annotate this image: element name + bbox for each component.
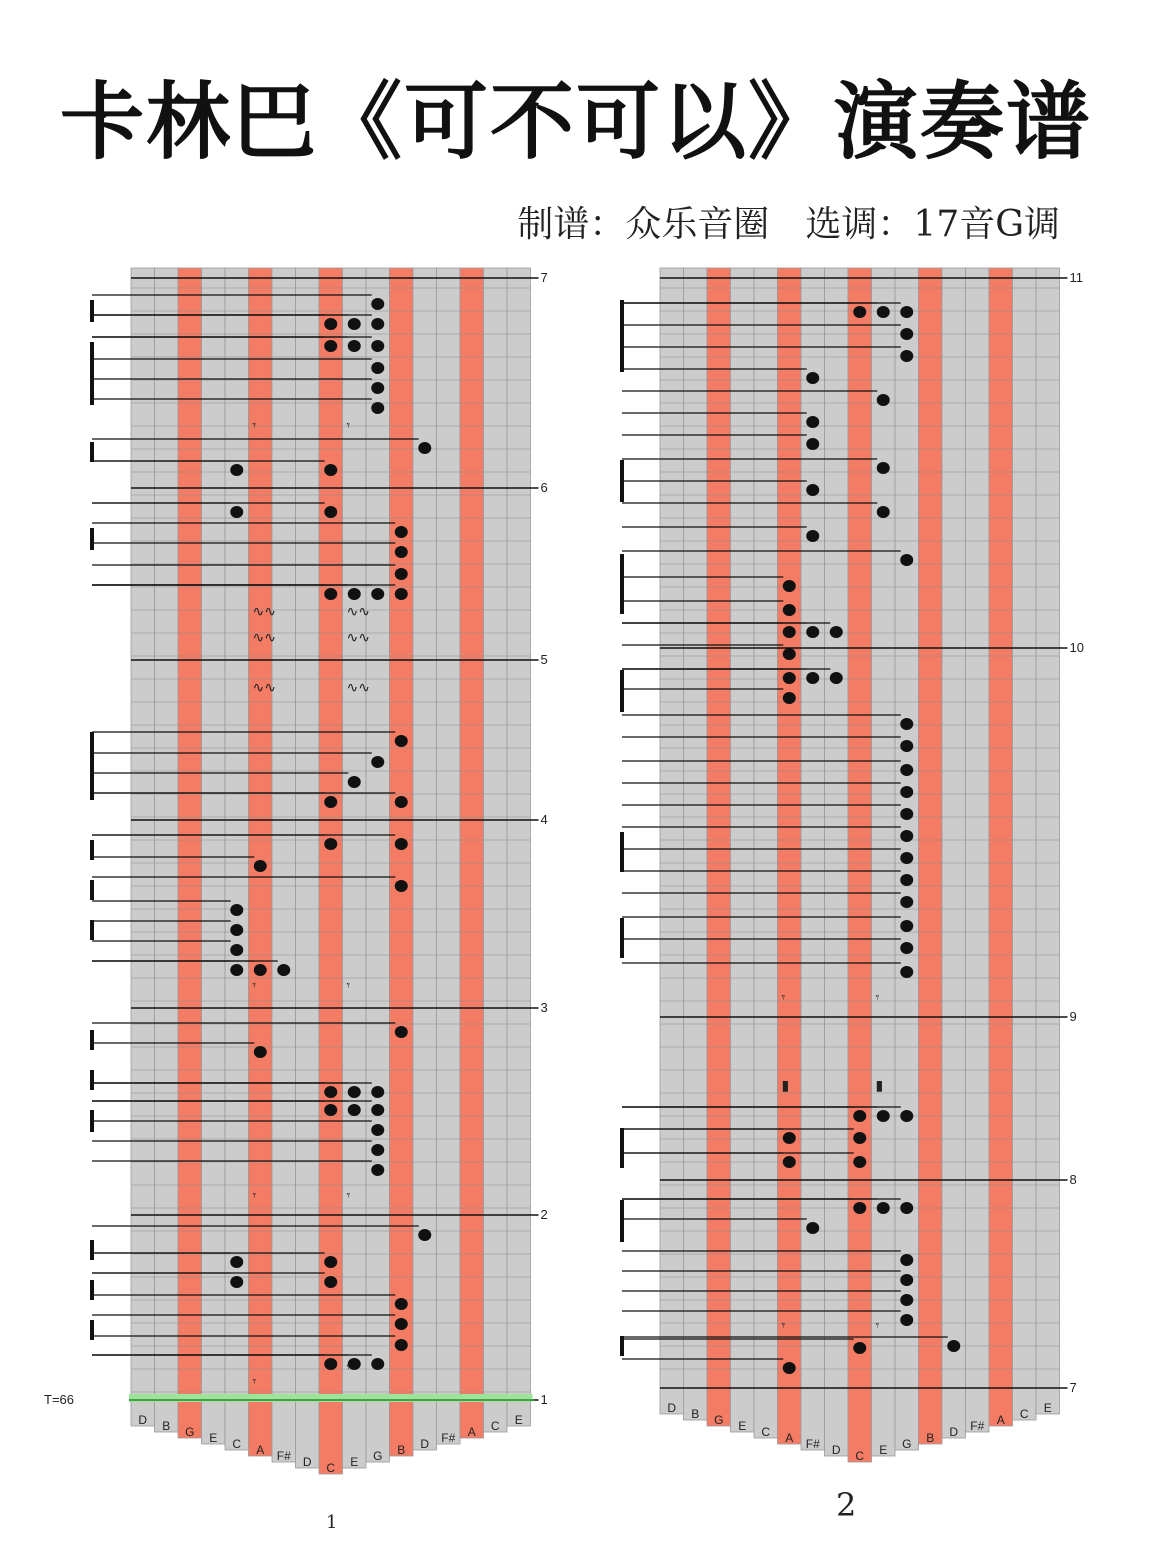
note-head	[783, 1156, 796, 1168]
note-head	[853, 1156, 866, 1168]
tine-D	[296, 268, 320, 1468]
note-head	[900, 830, 913, 842]
tine-label: C	[761, 1425, 771, 1439]
tine-D	[942, 268, 966, 1438]
note-head	[277, 964, 290, 976]
note-head	[395, 1339, 408, 1351]
rest-mark: 𝄾	[781, 989, 786, 1005]
note-head	[324, 506, 337, 518]
note-head	[371, 756, 384, 768]
tine-label: B	[691, 1407, 700, 1421]
note-head	[900, 920, 913, 932]
note-head	[324, 838, 337, 850]
note-head	[371, 1144, 384, 1156]
rest-mark: ▮	[875, 1077, 884, 1093]
start-baseline	[129, 1394, 533, 1402]
note-head	[230, 1276, 243, 1288]
tine-G	[707, 268, 731, 1426]
rest-mark: ∿∿	[252, 629, 276, 645]
note-head	[395, 1298, 408, 1310]
tine-label: F#	[805, 1437, 820, 1451]
note-head	[877, 1202, 890, 1214]
note-head	[853, 306, 866, 318]
note-head	[783, 1362, 796, 1374]
tine-C	[484, 268, 508, 1432]
measure-number: 4	[540, 812, 548, 827]
tine-B	[155, 268, 179, 1432]
note-head	[395, 546, 408, 558]
kalimba-score-right	[592, 260, 1152, 1520]
note-head	[348, 1104, 361, 1116]
rest-mark: 𝄾	[875, 989, 880, 1005]
tine-B	[919, 268, 943, 1444]
note-head	[371, 382, 384, 394]
note-head	[395, 526, 408, 538]
tine-E	[202, 268, 226, 1444]
tine-label: E	[514, 1413, 523, 1427]
tine-label: G	[902, 1437, 912, 1451]
note-head	[395, 568, 408, 580]
note-head	[371, 362, 384, 374]
note-head	[900, 764, 913, 776]
note-head	[324, 1276, 337, 1288]
note-head	[230, 944, 243, 956]
rest-mark: ∿∿	[252, 679, 276, 695]
credits-line: 制谱：众乐音圈 选调：17音G调	[517, 204, 1060, 245]
note-head	[806, 372, 819, 384]
note-head	[371, 1358, 384, 1370]
tine-D	[825, 268, 849, 1456]
note-head	[324, 588, 337, 600]
note-head	[900, 1110, 913, 1122]
tine-label: B	[926, 1431, 935, 1445]
tine-label: D	[831, 1443, 841, 1457]
note-head	[900, 1294, 913, 1306]
tine-F#	[966, 268, 990, 1432]
note-head	[806, 626, 819, 638]
note-head	[877, 394, 890, 406]
tine-label: C	[326, 1461, 336, 1475]
note-head	[395, 588, 408, 600]
kalimba-score-left	[0, 260, 560, 1520]
note-head	[395, 1318, 408, 1330]
note-head	[900, 740, 913, 752]
rest-mark: 𝄾	[252, 1187, 257, 1203]
tine-label: C	[490, 1419, 500, 1433]
note-head	[900, 942, 913, 954]
measure-number: 10	[1069, 640, 1084, 655]
note-head	[830, 626, 843, 638]
tine-label: F#	[441, 1431, 456, 1445]
tine-E	[872, 268, 896, 1456]
tine-E	[731, 268, 755, 1432]
note-head	[806, 484, 819, 496]
note-head	[418, 1229, 431, 1241]
note-head	[371, 1164, 384, 1176]
note-head	[395, 796, 408, 808]
note-head	[230, 904, 243, 916]
tine-label: B	[397, 1443, 406, 1457]
rest-mark: ▮	[781, 1077, 790, 1093]
measure-number: 2	[540, 1207, 548, 1222]
note-head	[324, 1358, 337, 1370]
rest-mark: 𝄾	[252, 977, 257, 993]
note-head	[371, 1104, 384, 1116]
tine-label: G	[714, 1413, 724, 1427]
rest-mark: 𝄾	[875, 1317, 880, 1333]
tine-A	[989, 268, 1013, 1426]
note-head	[853, 1342, 866, 1354]
rest-mark: 𝄾	[346, 417, 351, 433]
note-head	[806, 438, 819, 450]
measure-number: 9	[1069, 1009, 1077, 1024]
note-head	[900, 554, 913, 566]
tine-label: E	[879, 1443, 888, 1457]
note-head	[900, 1254, 913, 1266]
tine-B	[684, 268, 708, 1420]
note-head	[395, 1026, 408, 1038]
tine-D	[131, 268, 155, 1426]
rest-mark: ∿∿	[346, 603, 370, 619]
note-head	[324, 340, 337, 352]
note-head	[900, 328, 913, 340]
tine-label: D	[138, 1413, 148, 1427]
note-head	[900, 896, 913, 908]
measure-number: 5	[540, 652, 548, 667]
page-number-right: 2	[836, 1486, 857, 1524]
note-head	[324, 1104, 337, 1116]
note-head	[230, 1256, 243, 1268]
tine-C	[848, 268, 872, 1462]
measure-number: 6	[540, 480, 548, 495]
tine-label: A	[785, 1431, 794, 1445]
measure-number: 8	[1069, 1172, 1077, 1187]
tine-F#	[437, 268, 461, 1444]
note-head	[230, 924, 243, 936]
note-head	[418, 442, 431, 454]
tine-label: F#	[970, 1419, 985, 1433]
measure-number: 7	[1069, 1380, 1077, 1395]
note-head	[324, 464, 337, 476]
note-head	[230, 464, 243, 476]
note-head	[783, 1132, 796, 1144]
note-head	[900, 874, 913, 886]
tine-F#	[272, 268, 296, 1462]
note-head	[830, 672, 843, 684]
tine-label: G	[185, 1425, 195, 1439]
note-head	[806, 530, 819, 542]
note-head	[783, 692, 796, 704]
note-head	[348, 1086, 361, 1098]
note-head	[853, 1202, 866, 1214]
note-head	[877, 306, 890, 318]
note-head	[254, 1046, 267, 1058]
note-head	[348, 588, 361, 600]
page-number-left: 1	[326, 1512, 338, 1533]
note-head	[783, 580, 796, 592]
tine-label: B	[162, 1419, 171, 1433]
note-head	[371, 298, 384, 310]
note-head	[348, 340, 361, 352]
tine-label: D	[420, 1437, 430, 1451]
note-head	[900, 1202, 913, 1214]
note-head	[371, 318, 384, 330]
note-head	[783, 672, 796, 684]
note-head	[806, 1222, 819, 1234]
rest-mark: 𝄾	[346, 1359, 351, 1375]
tine-C	[754, 268, 778, 1438]
note-head	[900, 1274, 913, 1286]
tine-label: E	[350, 1455, 359, 1469]
rest-mark: 𝄾	[781, 1317, 786, 1333]
rest-mark: 𝄾	[252, 417, 257, 433]
note-head	[853, 1132, 866, 1144]
note-head	[324, 796, 337, 808]
note-head	[900, 808, 913, 820]
measure-number: 1	[540, 1392, 548, 1407]
tine-label: C	[232, 1437, 242, 1451]
tine-label: A	[996, 1413, 1005, 1427]
note-head	[371, 402, 384, 414]
tine-D	[660, 268, 684, 1414]
note-head	[371, 1124, 384, 1136]
tine-label: E	[209, 1431, 218, 1445]
note-head	[900, 718, 913, 730]
note-head	[900, 966, 913, 978]
title: 卡林巴《可不可以》演奏谱	[59, 73, 1092, 171]
note-head	[783, 604, 796, 616]
note-head	[395, 838, 408, 850]
tine-E	[1036, 268, 1060, 1414]
tine-B	[390, 268, 414, 1456]
measure-number: 7	[540, 270, 548, 285]
rest-mark: 𝄾	[346, 1187, 351, 1203]
tine-label: A	[256, 1443, 265, 1457]
note-head	[877, 1110, 890, 1122]
measure-number: 11	[1069, 270, 1083, 285]
tine-label: D	[949, 1425, 959, 1439]
note-head	[877, 462, 890, 474]
note-head	[395, 880, 408, 892]
tine-label: C	[855, 1449, 865, 1463]
note-head	[371, 340, 384, 352]
rest-mark: 𝄾	[252, 1373, 257, 1389]
tine-A	[778, 268, 802, 1444]
tine-A	[460, 268, 484, 1438]
tine-C	[1013, 268, 1037, 1420]
note-head	[254, 964, 267, 976]
tine-label: D	[302, 1455, 312, 1469]
note-head	[900, 1314, 913, 1326]
tine-label: A	[467, 1425, 476, 1439]
note-head	[900, 852, 913, 864]
note-head	[230, 506, 243, 518]
tine-label: E	[738, 1419, 747, 1433]
note-head	[783, 648, 796, 660]
tine-label: D	[667, 1401, 677, 1415]
note-head	[254, 860, 267, 872]
tine-E	[343, 268, 367, 1468]
note-head	[900, 786, 913, 798]
tine-label: E	[1043, 1401, 1052, 1415]
tine-label: G	[373, 1449, 383, 1463]
note-head	[900, 350, 913, 362]
note-head	[877, 506, 890, 518]
tine-G	[178, 268, 202, 1438]
note-head	[324, 1256, 337, 1268]
rest-mark: ∿∿	[346, 679, 370, 695]
note-head	[371, 1086, 384, 1098]
note-head	[324, 318, 337, 330]
note-head	[230, 964, 243, 976]
note-head	[806, 416, 819, 428]
tine-G	[366, 268, 390, 1462]
note-head	[348, 318, 361, 330]
note-head	[348, 776, 361, 788]
note-head	[371, 588, 384, 600]
tempo-label: T=66	[44, 1392, 74, 1407]
rest-mark: ∿∿	[252, 603, 276, 619]
tine-E	[507, 268, 531, 1426]
tine-label: F#	[276, 1449, 291, 1463]
note-head	[900, 306, 913, 318]
note-head	[783, 626, 796, 638]
tine-label: C	[1019, 1407, 1029, 1421]
note-head	[947, 1340, 960, 1352]
rest-mark: 𝄾	[346, 977, 351, 993]
note-head	[853, 1110, 866, 1122]
note-head	[806, 672, 819, 684]
rest-mark: ∿∿	[346, 629, 370, 645]
note-head	[324, 1086, 337, 1098]
note-head	[395, 735, 408, 747]
measure-number: 3	[540, 1000, 548, 1015]
